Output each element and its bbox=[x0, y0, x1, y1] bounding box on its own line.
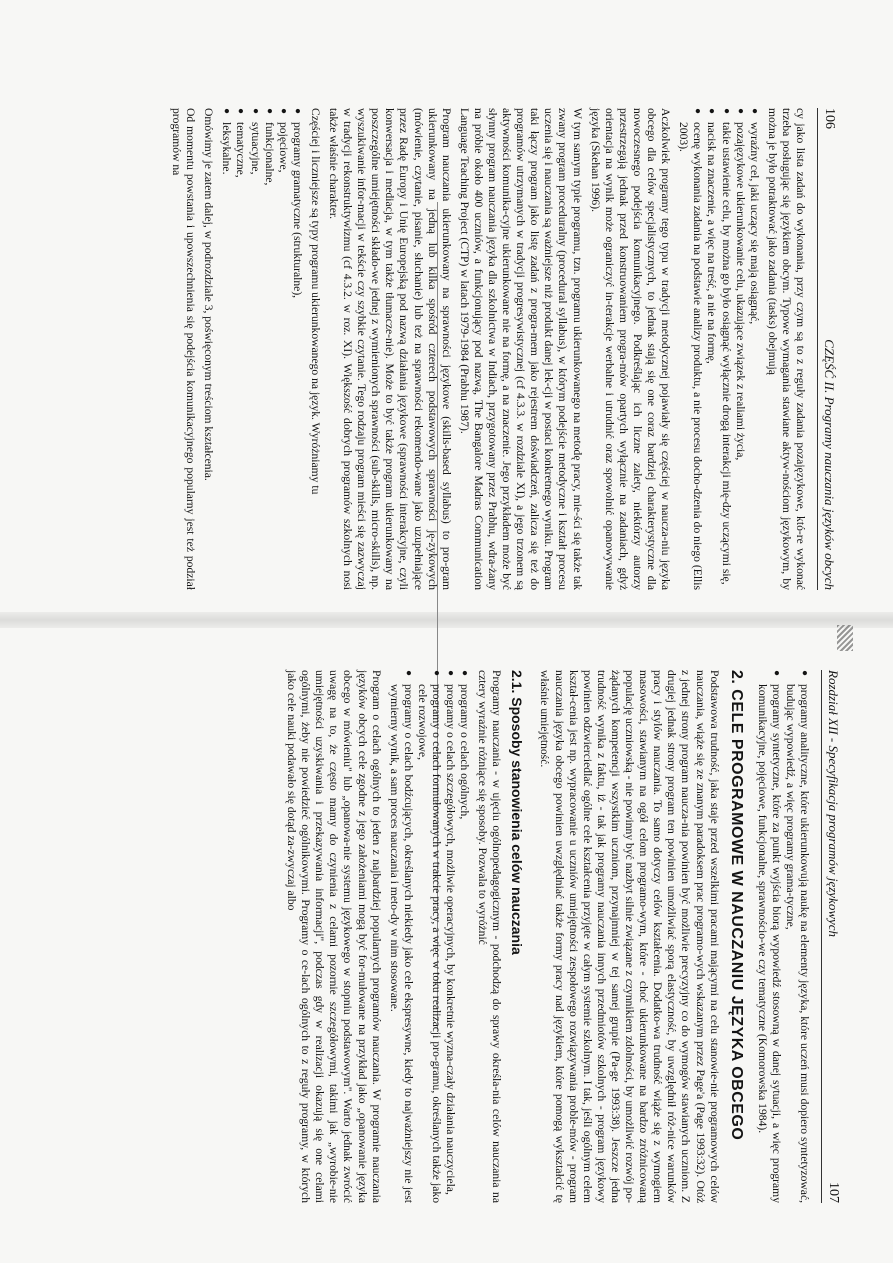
list-item: ● programy gramatyczne (strukturalne), bbox=[290, 108, 304, 590]
left-syllabus-types-list bbox=[219, 108, 304, 590]
chapter-heading: 2. CELE PROGRAMOWE W NAUCZANIU JĘZYKA OBCEGO bbox=[727, 670, 745, 1141]
list-item: ● leksykalne. bbox=[219, 108, 233, 590]
left-paragraph-1: Aczkolwiek programy tego typu w tradycji metodycznej pojawiały się częściej w naucza-niu języka obcego dla celów specjalistycznych, to jednak stają się one coraz bardziej charakterystyczne dla nowoczesnego podejścia komunikacyjnego. Podkreślając ich liczne zalety, niektórzy autorzy przestrzegają jednak przed konstruowaniem progra-mów opartych wyłącznie na zadaniach, gdyż orientacja na wynik może ograniczyć in-terakcje werbalne i utrudnić oraz spowolnić opanowywanie języka (Skehan 1996). bbox=[588, 108, 673, 590]
list-item: ● ocenę wykonania zadania na podstawie analizy produktu, a nie procesu docho-dzenia do niego (Ellis 2003). bbox=[676, 108, 704, 590]
list-item: ● funkcjonalne, bbox=[262, 108, 276, 590]
left-paragraph-2: W tym samym typie programu, tzn. programu ukierunkowanego na metodę pracy, mie-ści się także tak zwany program proceduralny (procedural syllabus), w którym podejście metodyczne i kształt procesu uczenia się i nauczania są ważniejsze niż produkt danej lek-cji w postaci konkretnego wyniku. Program taki łączy program jako listę zadań z progra-mem jako rejestrem doświadczeń, zalicza się też do programów utrzymanych w tradycji progresywistycznej (cf 4.3.3. w rozdziale XI), a jego trzonem są aktywności komunika-cyjne ukierunkowane nie na formę, a na znaczenie. Jego przykładem może być słynny program nauczania języka dla szkolnictwa w Indiach, przygotowany przez Prabhu, wdra-żany na próbie około 400 uczniów, a funkcjonujący pod nazwą, The Bangalore Madras Communication Language Teaching Project (CTP) w latach 1979-1984 (Prabhu 1987). bbox=[457, 108, 584, 590]
left-paragraph-5: Omówimy je zatem dalej, w podrozdziale 3, poświęconym treściom kształcenia. bbox=[202, 108, 216, 481]
list-item: ● pozajęzykowe ukierunkowanie celu, ukazujące związek z realiami życia, bbox=[733, 108, 747, 590]
right-header-title: Rozdział XII - Specyfikacja programów językowych bbox=[826, 670, 841, 938]
right-analytic-synthetic-list bbox=[755, 670, 811, 1203]
left-paragraph-4: Częściej i liczniejsze są typy programu ukierunkowanego na język. Wyróżniamy tu bbox=[308, 108, 322, 495]
list-item: ● programy syntetyczne, które za punkt wyjścia biorą wypowiedź stosowną w danej sytuacji, a więc programy komunikacyjne, pojęciowe, funkcjonalne, sprawnościo-we czy tematyczne (Komorowska 1984). bbox=[755, 670, 783, 1203]
left-page bbox=[0, 0, 893, 612]
right-page-number: 107 bbox=[826, 1182, 841, 1203]
right-paragraph-1: Podstawowa trudność, jaka staje przed wszelkimi pracami mającymi na celu stanowie-nie programowych celów nauczania, wiąże się ze znanym paradoksem prac programo-wych wskazanym przez Page'a (Page 1993:32). Otóż z jednej strony program naucza-nia powinien być możliwie precyzyjny co do wymogów stawianych uczniom. Z drugiej jednak strony program ten powinien umożliwiać sporą elastyczność, by uwzględnił róż-nice warunków pracy i stylów nauczania. To samo dotyczy celów kształcenia. Dodatko-wa trudność wiąże się z wymogiem masowości, stawianym na ogół celom programo-wym, które - choć ukierunkowane na bardzo zróżnicowaną populację uczniowską - nie powinny być nazbyt silnie związane z czynnikiem zdolności, by umożliwić rozwój po-żądanych kompetencji wszystkim uczniom, przynajmniej w tej samej grupie (Pa-ge 1993:38). Jeszcze jedna trudność wynika z faktu, iż - tak jak programy nauczania innych przedmiotów szkolnych - program językowy powinien odzwierciedlać ogólne cele kształcenia przyjęte w całym systemie szkolnym. I tak, jeśli ogólnym celem kształ-cenia jest np. wypracowanie u uczniów umiejętności zespołowego rozwiązywania proble-mów - program nauczania języka obcego powinien uwzględniać także formy pracy nad językiem, które pomogą wykształcić tę właśnie umiejętność. bbox=[538, 670, 721, 1203]
right-paragraph-3: Program o celach ogólnych to jeden z najbardziej popularnych programów nauczania. W programie nauczania języków obcych cele zgodne z jego założeniami mogą być for-mułowane na przykład jako „opanowanie języka obcego w mówieniu" lub „opanowa-nie systemu językowego w stopniu podstawowym". Warto jednak zwrócić uwagę na to, że często mamy do czynienia z celami pozornie szczegółowymi, takimi jak „wyrobie-nie umiejętności uzyskiwania i przekazywania informacji", podczas gdy w realizacji okazują się one celami ogólnymi, żeby nie powiedzieć ogólnikowymi. Programy o ce-lach ogólnych to z reguły programy, w których jako cele nauki podawało się dotąd za-zwyczaj albo bbox=[285, 670, 383, 1203]
left-task-requirements-list bbox=[676, 108, 761, 590]
list-item: ● wyraźny cel, jaki uczący się mają osiągnąć, bbox=[747, 108, 761, 590]
list-item: ● programy o celach ogólnych, bbox=[457, 670, 471, 1203]
book-gutter bbox=[0, 612, 893, 628]
list-item: ● programy o celach formułowanych w trakcie pracy, a więc w toku realizacji pro-gramu, określanych także jako cele rozwojowe, bbox=[415, 670, 443, 1203]
right-goal-types-list bbox=[387, 670, 472, 1203]
list-item: ● pojęciowe, bbox=[276, 108, 290, 590]
list-item: ● tematyczne, bbox=[233, 108, 247, 590]
left-page-number: 106 bbox=[822, 108, 837, 129]
list-item: ● nacisk na znaczenie, a więc na treść, a nie na formę, bbox=[704, 108, 718, 590]
left-paragraph-3: Program nauczania ukierunkowany na sprawności językowe (skills-based syllabus) to pro-gram ukierunkowany na jedną lub kilka spośród czterech podstawowych sprawności ję-zykowych (mówienie, czytanie, pisanie, słuchanie) lub też na sprawności rekomendo-wane jako uzupełniające przez Radę Europy i Unię Europejską pod nazwą działania językowe (sprawności interakcyjne, czyli konwersacja i mediacja, w tym także tłumacze-nie). Może to być także program ukierunkowany na poszczególne umiejętności składo-we jednej z wymienionych sprawności (sub-skills, micro-skills), np. wyszukiwanie infor-macji w tekście czy szybkie czytanie. Tego rodzaju program mieści się zazwyczaj w tradycji rekonstruktywizmu (cf 4.3.2. w roz. XI). Większość dobrych programów szkolnych nosi także właśnie charakter. bbox=[327, 108, 453, 590]
left-intro-paragraph: cy jako lista zadań do wykonania, przy czym są to z reguły zadania pozajęzykowe, któ-re wykonać trzeba posługując się językiem obcym. Typowe wymagania stawiane aktyw-nościom językowym, by można je było potraktować jako zadania (tasks) obejmują bbox=[765, 108, 807, 590]
list-item: ● takie ustawienie celu, by można go było osiągnąć wyłącznie drogą interakcji mię-dzy uczącymi się, bbox=[718, 108, 732, 590]
right-running-head bbox=[821, 670, 841, 1203]
right-page bbox=[0, 628, 893, 1263]
list-item: ● programy o celach bodźcujących, określanych niekiedy jako cele ekspresywne, kiedy to najważniejszy nie jest wymierny wynik, a sam proces nauczania i meto-dy w nim stosowane. bbox=[387, 670, 415, 1203]
section-heading: 2.1. Sposoby stanowienia celów nauczania bbox=[509, 670, 526, 955]
left-running-head bbox=[817, 108, 837, 590]
list-item: ● programy o celach szczegółowych, możliwie operacyjnych, by konkretnie wyzna-czały działania nauczyciela, bbox=[443, 670, 457, 1203]
left-header-title: CZĘŚĆ II. Programy nauczania języków obcych bbox=[822, 339, 837, 590]
list-item: ● programy analityczne, które ukierunkowują naukę na elementy języka, które uczeń musi dopiero syntetyzować, budując wypowiedź, a więc programy grama-tyczne, bbox=[783, 670, 811, 1203]
left-paragraph-6: Od momentu powstania i upowszechnienia się podejścia komunikacyjnego popularny jest też podział programów na bbox=[170, 108, 198, 590]
right-paragraph-2: Programy nauczania - w ujęciu ogólnopedagogicznym - podchodzą do sprawy określa-nia celów nauczania na cztery wyraźnie różniące się sposoby. Pozwala to wyróżnić bbox=[476, 670, 504, 1203]
list-item: ● sytuacyjne, bbox=[247, 108, 261, 590]
